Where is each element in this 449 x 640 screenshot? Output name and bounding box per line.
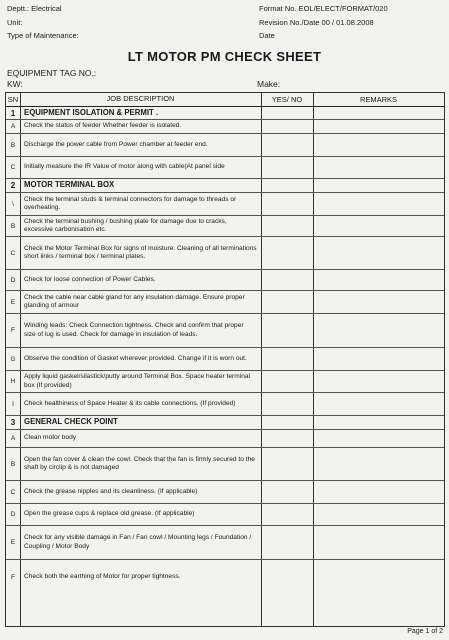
row-sn: C: [10, 488, 16, 496]
column-header-sn: SN: [7, 95, 19, 104]
yes-no-cell[interactable]: [261, 157, 313, 178]
row-description: Check the status of feeder Whether feeder is isolated.: [24, 122, 182, 130]
remarks-cell[interactable]: [313, 371, 444, 392]
row-description: Check the cable near cable gland for any insulation damage. Ensure proper glanding of armour: [24, 293, 245, 309]
checklist-row: [6, 481, 444, 504]
remarks-cell[interactable]: [313, 526, 444, 559]
checklist-row: [6, 448, 444, 481]
row-description: Check both the earthing of Motor for proper tightness.: [24, 572, 181, 580]
row-description: Check the Motor Terminal Box for signs of moisture. Cleaning of all terminations short links / terminal box / terminal plates.: [24, 244, 257, 260]
remarks-cell[interactable]: [313, 430, 444, 447]
remarks-cell[interactable]: [313, 481, 444, 503]
checklist-row: [6, 193, 444, 216]
yes-no-cell[interactable]: [261, 448, 313, 480]
section-header-row: [6, 416, 444, 430]
yes-no-cell[interactable]: [261, 193, 313, 215]
checklist-row: [6, 393, 444, 416]
row-description: Initially measure the IR Value of motor along with cable(At panel side: [24, 163, 225, 171]
checklist-table: [5, 92, 445, 627]
checklist-row: [6, 237, 444, 270]
checklist-row: [6, 270, 444, 291]
row-description: Check healthiness of Space Heater & its cable connections. (If provided): [24, 399, 236, 407]
row-sn: H: [10, 378, 16, 385]
yes-no-cell[interactable]: [261, 237, 313, 269]
row-description: Observe the condition of Gasket wherever provided. Change if it is worn out.: [24, 354, 247, 362]
remarks-cell[interactable]: [313, 504, 444, 525]
dept-label: Deptt.: Electrical: [7, 4, 62, 13]
yes-no-cell[interactable]: [261, 134, 313, 156]
row-sn: F: [11, 327, 15, 334]
row-description: Discharge the power cable from Power chamber at feeder end.: [24, 140, 208, 148]
row-sn: B: [10, 460, 16, 468]
remarks-cell[interactable]: [313, 314, 444, 347]
row-sn: A: [10, 435, 16, 442]
row-description: Open the fan cover & clean the cowl. Check that the fan is firmly secured to the shaft by circlip & is not damaged: [24, 455, 255, 471]
checklist-row: [6, 134, 444, 157]
section-number: 1: [10, 108, 16, 118]
row-sn: F: [11, 573, 15, 581]
checklist-row: [6, 216, 444, 237]
row-sn: B: [10, 141, 16, 149]
date-label: Date: [259, 31, 275, 40]
format-number: Format No. EOL/ELECT/FORMAT/020: [259, 4, 388, 13]
section-header-row: [6, 179, 444, 193]
yes-no-cell[interactable]: [261, 216, 313, 236]
section-number: 2: [10, 181, 16, 190]
checklist-row: [6, 157, 444, 179]
yes-no-cell[interactable]: [261, 430, 313, 447]
row-sn: E: [10, 298, 16, 306]
row-description: Apply liquid gaskel/silastick/putty around Terminal Box. Space heater terminal box (If provided): [24, 373, 251, 389]
section-number: 3: [10, 418, 16, 427]
yes-no-cell[interactable]: [261, 504, 313, 525]
page-title: LT MOTOR PM CHECK SHEET: [127, 49, 322, 64]
row-sn: C: [10, 249, 16, 257]
remarks-cell[interactable]: [313, 348, 444, 370]
kw-label: KW:: [7, 79, 23, 89]
checklist-row: [6, 504, 444, 526]
table-header-row: [6, 93, 444, 107]
section-title: MOTOR TERMINAL BOX: [24, 180, 115, 190]
maintenance-type-label: Type of Maintenance:: [7, 31, 79, 40]
section-title: EQUIPMENT ISOLATION & PERMIT .: [24, 107, 159, 117]
row-sn: \: [12, 200, 14, 208]
row-description: Check for any visible damage in Fan / Fan cowl / Mounting legs / Foundation / Coupling / Motor Body: [24, 534, 252, 550]
remarks-cell[interactable]: [313, 560, 444, 594]
remarks-cell[interactable]: [313, 120, 444, 133]
row-sn: D: [10, 276, 16, 284]
remarks-cell[interactable]: [313, 134, 444, 156]
section-title: GENERAL CHECK POINT: [24, 417, 118, 427]
checklist-row: [6, 526, 444, 560]
checklist-row: [6, 314, 444, 348]
yes-no-cell[interactable]: [261, 393, 313, 415]
remarks-cell[interactable]: [313, 216, 444, 236]
checklist-row: [6, 371, 444, 393]
row-description: Clean motor body: [24, 434, 77, 442]
checklist-row: [6, 430, 444, 448]
yes-no-cell[interactable]: [261, 270, 313, 290]
remarks-cell[interactable]: [313, 237, 444, 269]
yes-no-cell[interactable]: [261, 314, 313, 347]
make-label: Make:: [257, 79, 281, 89]
row-sn: I: [12, 400, 14, 408]
row-sn: B: [10, 222, 16, 230]
remarks-cell[interactable]: [313, 157, 444, 178]
section-header-row: [6, 107, 444, 120]
unit-label: Unit:: [7, 18, 23, 27]
yes-no-cell[interactable]: [261, 291, 313, 313]
row-description: Check for loose connection of Power Cables.: [24, 275, 156, 283]
row-description: Check the terminal bushing / bushing plate for damage due to cracks, excessive carbonisation etc.: [24, 217, 227, 233]
row-sn: A: [10, 123, 16, 130]
remarks-cell[interactable]: [313, 193, 444, 215]
revision-number: Revision No./Date 00 / 01.08.2008: [259, 18, 374, 27]
remarks-cell[interactable]: [313, 448, 444, 480]
checklist-row: [6, 348, 444, 371]
page-number: Page 1 of 2: [407, 628, 443, 635]
column-header-description: JOB DESCRIPTION: [106, 94, 175, 104]
yes-no-cell[interactable]: [261, 560, 313, 594]
checklist-row: [6, 291, 444, 314]
row-description: Check the grease nipples and its cleanliness. (If applicable): [24, 487, 198, 495]
row-sn: G: [10, 355, 16, 363]
row-description: Open the grease cups & replace old grease. (If applicable): [24, 510, 195, 518]
remarks-cell[interactable]: [313, 270, 444, 290]
yes-no-cell[interactable]: [261, 481, 313, 503]
yes-no-cell[interactable]: [261, 348, 313, 370]
row-sn: C: [10, 164, 16, 171]
checklist-row: [6, 120, 444, 134]
row-description: Check the terminal studs & terminal connectors for damage to threads or overheating.: [24, 195, 237, 211]
remarks-cell[interactable]: [313, 393, 444, 415]
checklist-row: [6, 560, 444, 594]
column-header-remarks: REMARKS: [359, 95, 398, 104]
yes-no-cell[interactable]: [261, 371, 313, 392]
yes-no-cell[interactable]: [261, 120, 313, 133]
row-sn: E: [10, 539, 16, 546]
remarks-cell[interactable]: [313, 291, 444, 313]
row-description: Winding leads: Check Connection tightness. Check and confirm that proper size of lug is used. Check for damage in insulation of leads.: [24, 322, 244, 338]
yes-no-cell[interactable]: [261, 526, 313, 559]
column-header-yes-no: YES/ NO: [271, 95, 303, 104]
equipment-tag-label: EQUIPMENT TAG NO.:: [7, 68, 97, 78]
row-sn: D: [10, 511, 16, 518]
